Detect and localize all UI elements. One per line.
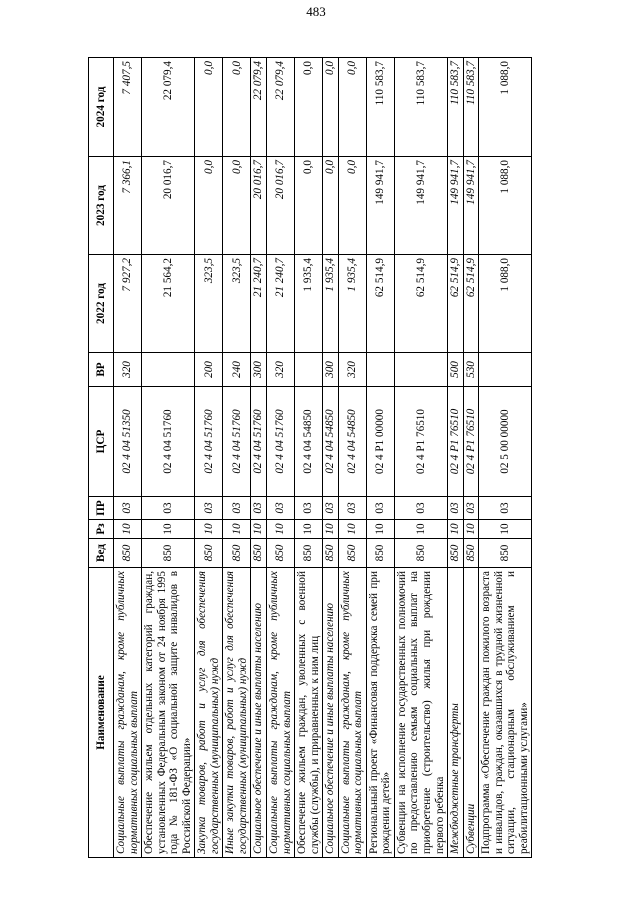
cell-ved: 850 bbox=[323, 539, 339, 568]
cell-2023: 20 016,7 bbox=[142, 157, 195, 255]
cell-vr: 320 bbox=[114, 353, 142, 387]
cell-csr: 02 4 P1 76510 bbox=[394, 387, 447, 497]
header-csr: ЦСР bbox=[89, 387, 114, 497]
cell-csr: 02 4 04 51350 bbox=[114, 387, 142, 497]
cell-2022: 21 564,2 bbox=[142, 255, 195, 353]
cell-2023: 20 016,7 bbox=[251, 157, 267, 255]
table-row bbox=[463, 58, 479, 858]
cell-vr bbox=[394, 353, 447, 387]
cell-name: Социальное обеспечение и иные выплаты населению bbox=[323, 568, 339, 858]
cell-2022: 62 514,9 bbox=[448, 255, 464, 353]
cell-csr: 02 5 00 00000 bbox=[479, 387, 532, 497]
cell-pr: 03 bbox=[223, 497, 251, 520]
cell-2022: 21 240,7 bbox=[251, 255, 267, 353]
cell-csr: 02 4 04 54850 bbox=[323, 387, 339, 497]
cell-2024: 22 079,4 bbox=[142, 58, 195, 157]
cell-2024: 110 583,7 bbox=[463, 58, 479, 157]
cell-2023: 7 366,1 bbox=[114, 157, 142, 255]
header-2022: 2022 год bbox=[89, 255, 114, 353]
cell-name: Обеспечение жильем граждан, уволенных с военной службы (службы), и приравненных к ним лиц bbox=[295, 568, 323, 858]
cell-2022: 62 514,9 bbox=[394, 255, 447, 353]
table-row bbox=[448, 58, 464, 858]
cell-vr: 300 bbox=[251, 353, 267, 387]
cell-name: Социальные выплаты гражданам, кроме публичных нормативных социальных выплат bbox=[267, 568, 295, 858]
cell-name: Межбюджетные трансферты bbox=[448, 568, 464, 858]
cell-vr: 320 bbox=[267, 353, 295, 387]
cell-2022: 1 935,4 bbox=[338, 255, 366, 353]
cell-rz: 10 bbox=[366, 520, 394, 539]
header-vr: ВР bbox=[89, 353, 114, 387]
cell-vr bbox=[142, 353, 195, 387]
cell-vr bbox=[295, 353, 323, 387]
cell-ved: 850 bbox=[195, 539, 223, 568]
cell-2022: 323,5 bbox=[195, 255, 223, 353]
cell-ved: 850 bbox=[223, 539, 251, 568]
cell-pr: 03 bbox=[195, 497, 223, 520]
cell-ved: 850 bbox=[463, 539, 479, 568]
cell-2024: 0,0 bbox=[323, 58, 339, 157]
cell-rz: 10 bbox=[463, 520, 479, 539]
cell-name: Социальные выплаты гражданам, кроме публичных нормативных социальных выплат bbox=[338, 568, 366, 858]
cell-ved: 850 bbox=[267, 539, 295, 568]
cell-2023: 149 941,7 bbox=[394, 157, 447, 255]
header-pr: ПР bbox=[89, 497, 114, 520]
table-row bbox=[142, 58, 195, 858]
cell-2023: 149 941,7 bbox=[366, 157, 394, 255]
cell-2022: 1 935,4 bbox=[295, 255, 323, 353]
cell-rz: 10 bbox=[223, 520, 251, 539]
header-row bbox=[89, 58, 114, 858]
cell-pr: 03 bbox=[448, 497, 464, 520]
cell-rz: 10 bbox=[195, 520, 223, 539]
cell-vr: 320 bbox=[338, 353, 366, 387]
cell-2023: 0,0 bbox=[323, 157, 339, 255]
cell-vr: 300 bbox=[323, 353, 339, 387]
cell-pr: 03 bbox=[114, 497, 142, 520]
cell-csr: 02 4 04 51760 bbox=[195, 387, 223, 497]
cell-2024: 1 088,0 bbox=[479, 58, 532, 157]
cell-pr: 03 bbox=[142, 497, 195, 520]
cell-name: Иные закупки товаров, работ и услуг для обеспечения государственных (муниципальных) нужд bbox=[223, 568, 251, 858]
table-row bbox=[338, 58, 366, 858]
cell-ved: 850 bbox=[295, 539, 323, 568]
table-row bbox=[251, 58, 267, 858]
header-2024: 2024 год bbox=[89, 58, 114, 157]
cell-rz: 10 bbox=[295, 520, 323, 539]
cell-2023: 0,0 bbox=[338, 157, 366, 255]
cell-ved: 850 bbox=[338, 539, 366, 568]
budget-table bbox=[88, 57, 532, 858]
cell-name: Социальное обеспечение и иные выплаты населению bbox=[251, 568, 267, 858]
cell-name: Социальные выплаты гражданам, кроме публичных нормативных социальных выплат bbox=[114, 568, 142, 858]
cell-2024: 110 583,7 bbox=[366, 58, 394, 157]
cell-rz: 10 bbox=[479, 520, 532, 539]
cell-name: Субвенции на исполнение государственных полномочий по предоставлению семьям социальных выплат на приобретение (строительство) жилья при рождении первого ребенка bbox=[394, 568, 447, 858]
cell-2022: 62 514,9 bbox=[366, 255, 394, 353]
cell-2024: 110 583,7 bbox=[394, 58, 447, 157]
table-row bbox=[114, 58, 142, 858]
cell-csr: 02 4 P1 76510 bbox=[463, 387, 479, 497]
cell-ved: 850 bbox=[142, 539, 195, 568]
cell-ved: 850 bbox=[479, 539, 532, 568]
cell-rz: 10 bbox=[142, 520, 195, 539]
cell-2023: 149 941,7 bbox=[463, 157, 479, 255]
cell-2022: 7 927,2 bbox=[114, 255, 142, 353]
cell-2024: 110 583,7 bbox=[448, 58, 464, 157]
cell-2023: 20 016,7 bbox=[267, 157, 295, 255]
cell-vr bbox=[479, 353, 532, 387]
cell-ved: 850 bbox=[114, 539, 142, 568]
header-name: Наименование bbox=[89, 568, 114, 858]
cell-csr: 02 4 04 54850 bbox=[338, 387, 366, 497]
cell-pr: 03 bbox=[338, 497, 366, 520]
cell-vr: 200 bbox=[195, 353, 223, 387]
cell-name: Обеспечение жильем отдельных категорий граждан, установленных Федеральным законом от 24 ноября 1995 года № 181-ФЗ «О социальной защите инвалидов в Российской Федерации» bbox=[142, 568, 195, 858]
cell-pr: 03 bbox=[323, 497, 339, 520]
table-row bbox=[366, 58, 394, 858]
cell-rz: 10 bbox=[394, 520, 447, 539]
cell-pr: 03 bbox=[366, 497, 394, 520]
cell-csr: 02 4 04 54850 bbox=[295, 387, 323, 497]
cell-2024: 0,0 bbox=[195, 58, 223, 157]
cell-2022: 323,5 bbox=[223, 255, 251, 353]
table-body bbox=[114, 58, 532, 858]
table-row bbox=[323, 58, 339, 858]
table-row bbox=[195, 58, 223, 858]
cell-pr: 03 bbox=[267, 497, 295, 520]
cell-2024: 22 079,4 bbox=[267, 58, 295, 157]
cell-ved: 850 bbox=[251, 539, 267, 568]
header-ved: Вед bbox=[89, 539, 114, 568]
cell-2022: 1 088,0 bbox=[479, 255, 532, 353]
page-number: 483 bbox=[306, 4, 326, 19]
cell-ved: 850 bbox=[366, 539, 394, 568]
cell-ved: 850 bbox=[394, 539, 447, 568]
cell-2024: 0,0 bbox=[223, 58, 251, 157]
cell-2023: 0,0 bbox=[195, 157, 223, 255]
cell-csr: 02 4 04 51760 bbox=[223, 387, 251, 497]
cell-name: Подпрограмма «Обеспечение граждан пожилого возраста и инвалидов, граждан, оказавшихся в трудной жизненной ситуации, стационарным обслуживанием и реабилитационными услугами» bbox=[479, 568, 532, 858]
cell-name: Региональный проект «Финансовая поддержка семей при рождении детей» bbox=[366, 568, 394, 858]
cell-rz: 10 bbox=[267, 520, 295, 539]
cell-pr: 03 bbox=[394, 497, 447, 520]
table-row bbox=[223, 58, 251, 858]
cell-pr: 03 bbox=[295, 497, 323, 520]
cell-csr: 02 4 04 51760 bbox=[251, 387, 267, 497]
cell-2022: 1 935,4 bbox=[323, 255, 339, 353]
cell-2023: 149 941,7 bbox=[448, 157, 464, 255]
cell-2024: 0,0 bbox=[338, 58, 366, 157]
cell-rz: 10 bbox=[114, 520, 142, 539]
cell-2024: 22 079,4 bbox=[251, 58, 267, 157]
cell-name: Закупка товаров, работ и услуг для обеспечения государственных (муниципальных) нужд bbox=[195, 568, 223, 858]
cell-vr: 240 bbox=[223, 353, 251, 387]
cell-rz: 10 bbox=[251, 520, 267, 539]
cell-rz: 10 bbox=[448, 520, 464, 539]
cell-pr: 03 bbox=[479, 497, 532, 520]
cell-pr: 03 bbox=[251, 497, 267, 520]
cell-pr: 03 bbox=[463, 497, 479, 520]
cell-ved: 850 bbox=[448, 539, 464, 568]
cell-2023: 0,0 bbox=[223, 157, 251, 255]
header-rz: Рз bbox=[89, 520, 114, 539]
cell-rz: 10 bbox=[338, 520, 366, 539]
table-row bbox=[394, 58, 447, 858]
table-row bbox=[295, 58, 323, 858]
cell-2024: 7 407,5 bbox=[114, 58, 142, 157]
cell-2024: 0,0 bbox=[295, 58, 323, 157]
cell-csr: 02 4 P1 76510 bbox=[448, 387, 464, 497]
cell-csr: 02 4 04 51760 bbox=[267, 387, 295, 497]
cell-2022: 62 514,9 bbox=[463, 255, 479, 353]
table-row bbox=[267, 58, 295, 858]
header-2023: 2023 год bbox=[89, 157, 114, 255]
cell-2023: 1 088,0 bbox=[479, 157, 532, 255]
cell-csr: 02 4 04 51760 bbox=[142, 387, 195, 497]
rotated-table-container bbox=[88, 58, 568, 858]
cell-rz: 10 bbox=[323, 520, 339, 539]
cell-vr: 530 bbox=[463, 353, 479, 387]
cell-name: Субвенции bbox=[463, 568, 479, 858]
table-row bbox=[479, 58, 532, 858]
cell-csr: 02 4 P1 00000 bbox=[366, 387, 394, 497]
cell-2022: 21 240,7 bbox=[267, 255, 295, 353]
cell-2023: 0,0 bbox=[295, 157, 323, 255]
cell-vr: 500 bbox=[448, 353, 464, 387]
cell-vr bbox=[366, 353, 394, 387]
